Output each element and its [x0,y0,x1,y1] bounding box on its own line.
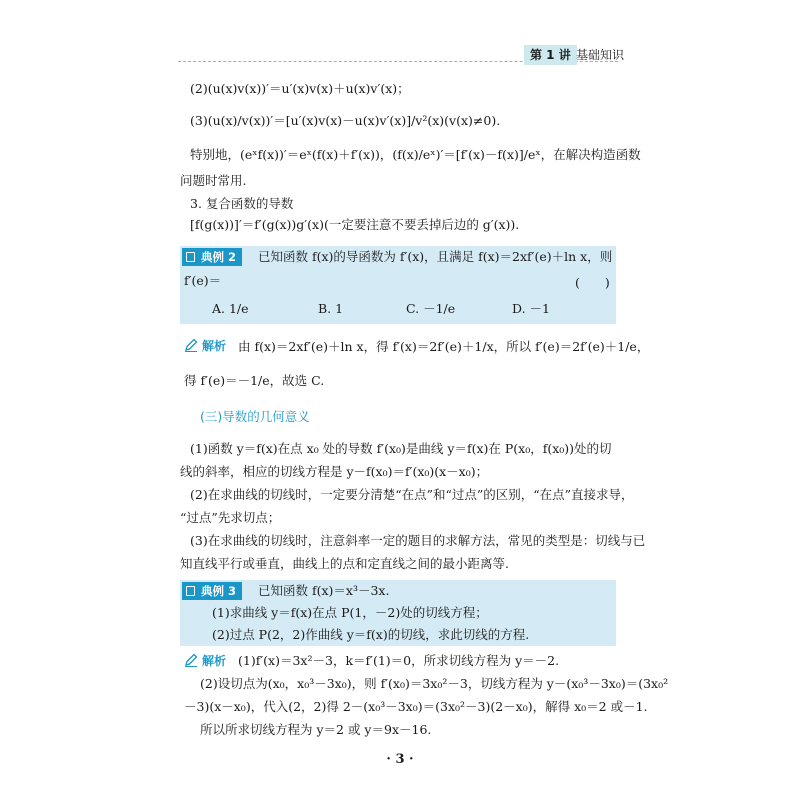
example-2-question-cont: f′(e)＝ [184,273,222,288]
analysis-3-line-1: (1)f′(x)＝3x²－3，k＝f′(1)＝0，所求切线方程为 y＝－2. [238,653,560,668]
pencil-icon [184,653,198,667]
header-title: 基础知识 [576,48,625,62]
option-c: C. －1/e [406,301,456,316]
analysis-2-label [184,337,226,355]
geo-2a: (2)在求曲线的切线时，一定要分清楚“在点”和“过点”的区别，“在点”直接求导， [190,487,634,502]
geo-1b: 线的斜率，相应的切线方程是 y－f(x₀)＝f′(x₀)(x－x₀)； [180,464,489,479]
geo-1a: (1)函数 y＝f(x)在点 x₀ 处的导数 f′(x₀)是曲线 y＝f(x)在 P(x₀，f(x₀))处的切 [190,441,612,456]
analysis-3-label-text: 解析 [202,654,227,668]
analysis-2-line-2: 得 f′(e)＝－1/e，故选 C. [184,373,325,388]
rule-product: (2)(u(x)v(x))′＝u′(x)v(x)＋u(x)v′(x)； [190,81,410,96]
geo-3b: 知直线平行或垂直，曲线上的点和定直线之间的最小距离等. [180,556,509,571]
analysis-3-line-2: (2)设切点为(x₀，x₀³－3x₀)，则 f′(x₀)＝3x₀²－3，切线方程为 y－(x₀³－3x₀)＝(3x₀² [200,676,669,691]
analysis-2-label-text: 解析 [202,339,227,353]
example-3-question: 已知函数 f(x)＝x³－3x. [258,583,390,598]
composite-rule: [f(g(x))]′＝f′(g(x))g′(x)(一定要注意不要丢掉后边的 g′(x)). [190,217,520,232]
pencil-icon [184,338,198,352]
example-3-tag-label: 典例 3 [201,584,237,598]
section-title: (三)导数的几何意义 [200,409,310,424]
option-b: B. 1 [318,301,344,316]
example-3-q2: (2)过点 P(2，2)作曲线 y＝f(x)的切线，求此切线的方程. [212,627,530,642]
analysis-3-label [184,652,226,670]
example-2-tag-label: 典例 2 [201,250,237,264]
special-note: 特别地，(eˣf(x))′＝eˣ(f(x)＋f′(x))，(f(x)/eˣ)′＝[f′(x)－f(x)]/eˣ，在解决构造函数 [190,147,641,162]
document-icon [186,586,195,596]
example-2-question: 已知函数 f(x)的导函数为 f′(x)，且满足 f(x)＝2xf′(e)＋ln x，则 [258,249,613,264]
analysis-3-line-3: －3)(x－x₀)，代入(2，2)得 2－(x₀³－3x₀)＝(3x₀²－3)(2－x₀)，解得 x₀＝2 或－1. [184,699,648,714]
page-number: · 3 · [386,752,414,767]
document-icon [186,252,195,262]
example-3-tag [182,582,242,600]
example-3-q1: (1)求曲线 y＝f(x)在点 P(1，－2)处的切线方程； [212,605,488,620]
analysis-2-line-1: 由 f(x)＝2xf′(e)＋ln x，得 f′(x)＝2f′(e)＋1/x，所以 f′(e)＝2f′(e)＋1/e， [238,339,650,354]
example-2-tag [182,248,242,266]
option-d: D. －1 [512,301,550,316]
analysis-3-line-4: 所以所求切线方程为 y＝2 或 y＝9x－16. [200,722,432,737]
special-note-cont: 问题时常用. [180,173,247,188]
option-a: A. 1/e [212,301,249,316]
answer-paren: ( ) [575,275,610,290]
composite-title: 3. 复合函数的导数 [190,196,294,211]
rule-quotient: (3)(u(x)/v(x))′＝[u′(x)v(x)－u(x)v′(x)]/v²(x)(v(x)≠0). [190,113,501,128]
geo-3a: (3)在求曲线的切线时，注意斜率一定的题目的求解方法，常见的类型是：切线与已 [190,533,646,548]
lecture-badge: 第 1 讲 [524,45,577,65]
geo-2b: “过点”先求切点； [180,510,281,525]
